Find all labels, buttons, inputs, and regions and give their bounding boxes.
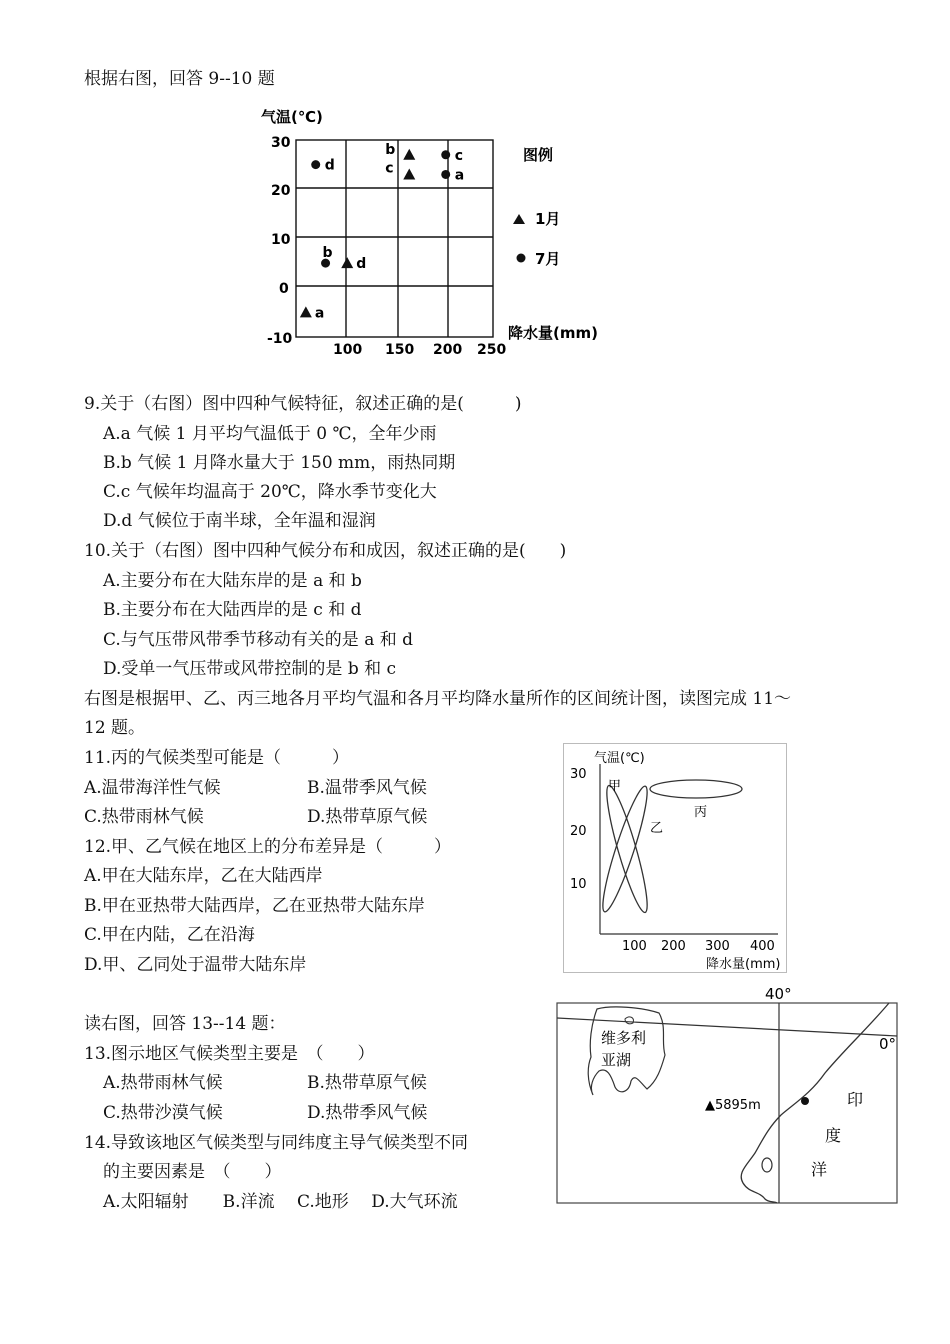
point-jan-a: [300, 306, 312, 317]
intro-11-12-line1: 右图是根据甲、乙、丙三地各月平均气温和各月平均降水量所作的区间统计图，读图完成 11～: [84, 689, 792, 709]
q10-option-d: D.受单一气压带或风带控制的是 b 和 c: [103, 659, 397, 679]
fig1-xlabel: 降水量(mm): [508, 324, 598, 342]
fig2-ytick-10: 10: [570, 877, 587, 892]
fig1-xtick-250: 250: [477, 342, 507, 358]
fig2-xlabel: 降水量(mm): [706, 957, 781, 972]
q9-option-b: B.b 气候 1 月降水量大于 150 mm，雨热同期: [103, 453, 456, 473]
q14-options: A.太阳辐射 B.洋流 C.地形 D.大气环流: [103, 1192, 458, 1212]
point-jul-a: [441, 170, 450, 179]
q11-option-c: C.热带雨林气候: [84, 807, 204, 827]
fig1-legend-jul: 7月: [535, 250, 561, 268]
legend-dot-icon: [517, 254, 526, 263]
point-label-a: a: [454, 167, 465, 184]
q13-option-d: D.热带季风气候: [307, 1103, 428, 1123]
fig2-xtick-100: 100: [622, 939, 647, 954]
intro-9-10: 根据右图，回答 9--10 题: [84, 69, 275, 89]
q9-stem: 9.关于（右图）图中四种气候特征，叙述正确的是( ): [84, 394, 522, 414]
legend-triangle-icon: [513, 214, 525, 224]
fig1-ytick-10: 10: [271, 232, 291, 248]
point-jul-d: [311, 160, 320, 169]
fig2-label-jia: 甲: [608, 779, 622, 794]
map-lat-label: 0°: [879, 1035, 897, 1053]
fig1-ylabel: 气温(℃): [261, 108, 323, 126]
fig2-label-yi: 乙: [650, 821, 664, 836]
intro-11-12-line2: 12 题。: [84, 718, 146, 738]
q13-option-b: B.热带草原气候: [307, 1073, 427, 1093]
q10-stem: 10.关于（右图）图中四种气候分布和成因，叙述正确的是( ): [84, 541, 567, 561]
q13-stem: 13.图示地区气候类型主要是 （ ）: [84, 1044, 375, 1064]
point-jul-c: [441, 150, 450, 159]
q10-option-a: A.主要分布在大陆东岸的是 a 和 b: [103, 571, 362, 591]
map-lake-label1: 维多利: [601, 1029, 647, 1047]
east-africa-map: [549, 977, 900, 1206]
map-lake-label2: 亚湖: [601, 1051, 632, 1069]
fig2-xtick-200: 200: [661, 939, 686, 954]
fig1-legend-title: 图例: [523, 146, 554, 164]
fig1-ytick-30: 30: [271, 135, 291, 151]
map-ocean-3: 洋: [811, 1160, 828, 1179]
point-label-c: c: [454, 147, 464, 164]
q12-stem: 12.甲、乙气候在地区上的分布差异是（ ）: [84, 837, 452, 857]
point-label-a: a: [314, 305, 325, 322]
fig2-xtick-400: 400: [750, 939, 775, 954]
fig1-xtick-150: 150: [385, 342, 415, 358]
point-label-b: b: [385, 141, 396, 158]
point-jan-c: [403, 168, 415, 179]
fig2-ytick-20: 20: [570, 824, 587, 839]
map-ocean-2: 度: [825, 1126, 842, 1145]
q11-option-d: D.热带草原气候: [307, 807, 428, 827]
map-lon-label: 40°: [765, 985, 792, 1003]
fig1-ytick-neg10: -10: [267, 331, 293, 347]
fig1-legend-jan: 1月: [535, 210, 561, 228]
ellipse-bing: [650, 780, 742, 798]
q11-stem: 11.丙的气候类型可能是（ ）: [84, 748, 350, 768]
point-label-c: c: [385, 160, 394, 177]
q14-stem-line1: 14.导致该地区气候类型与同纬度主导气候类型不同: [84, 1133, 469, 1153]
point-jan-b: [403, 149, 415, 160]
city-dot-icon: [801, 1097, 809, 1105]
q14-stem-line2: 的主要因素是 （ ）: [103, 1162, 282, 1182]
q12-option-d: D.甲、乙同处于温带大陆东岸: [84, 955, 307, 975]
map-peak-label: ▲5895m: [705, 1098, 761, 1113]
fig2-ytick-30: 30: [570, 767, 587, 782]
fig1-ytick-0: 0: [279, 281, 289, 297]
point-jan-d: [341, 257, 353, 268]
q10-option-c: C.与气压带风带季节移动有关的是 a 和 d: [103, 630, 414, 650]
q12-option-a: A.甲在大陆东岸，乙在大陆西岸: [84, 866, 323, 886]
q9-option-d: D.d 气候位于南半球，全年温和湿润: [103, 511, 376, 531]
q13-option-a: A.热带雨林气候: [103, 1073, 223, 1093]
fig2-ylabel: 气温(℃): [594, 751, 645, 766]
q11-option-a: A.温带海洋性气候: [84, 778, 221, 798]
map-ocean-1: 印: [847, 1090, 864, 1109]
q13-option-c: C.热带沙漠气候: [103, 1103, 223, 1123]
q12-option-c: C.甲在内陆，乙在沿海: [84, 925, 255, 945]
q12-option-b: B.甲在亚热带大陆西岸，乙在亚热带大陆东岸: [84, 896, 425, 916]
fig1-xtick-200: 200: [433, 342, 463, 358]
ellipse-yi: [596, 783, 654, 914]
point-label-d: d: [324, 157, 335, 174]
q9-option-a: A.a 气候 1 月平均气温低于 0 ℃，全年少雨: [103, 424, 437, 444]
intro-13-14: 读右图，回答 13--14 题：: [84, 1014, 286, 1034]
climate-range-figure: [563, 743, 787, 973]
q10-option-b: B.主要分布在大陆西岸的是 c 和 d: [103, 600, 362, 620]
q9-option-c: C.c 气候年均温高于 20℃，降水季节变化大: [103, 482, 437, 502]
fig1-ytick-20: 20: [271, 183, 291, 199]
climate-scatter-figure: [255, 100, 605, 365]
point-label-d: d: [356, 256, 367, 273]
q11-option-b: B.温带季风气候: [307, 778, 427, 798]
fig2-label-bing: 丙: [694, 805, 708, 820]
fig1-xtick-100: 100: [333, 342, 363, 358]
point-label-b: b: [322, 245, 333, 262]
fig2-xtick-300: 300: [705, 939, 730, 954]
